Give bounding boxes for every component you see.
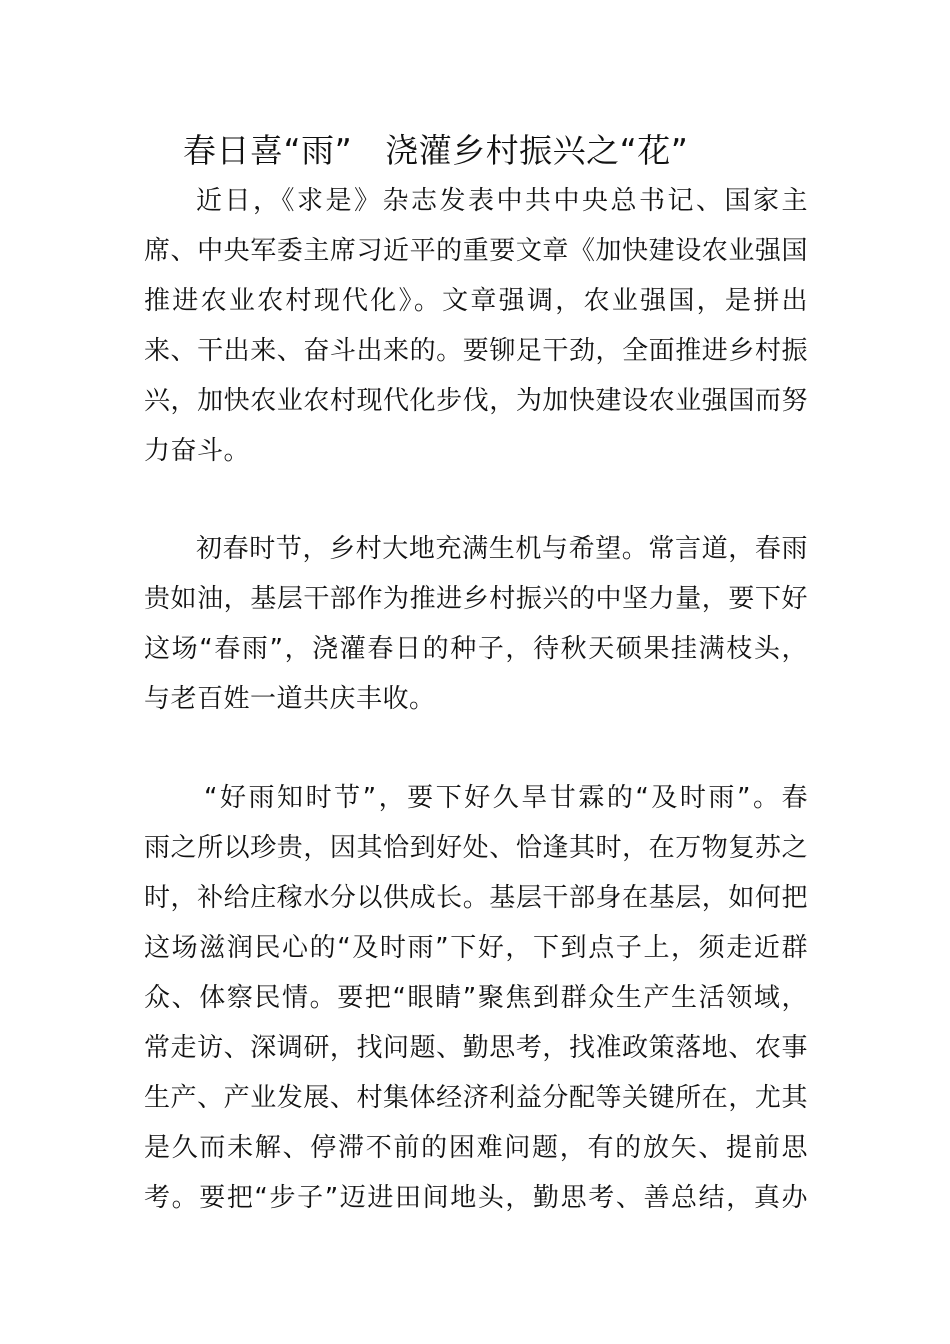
paragraph-3-line-7: 生产、产业发展、村集体经济利益分配等关键所在，尤其 (144, 1083, 808, 1113)
paragraph-2-line-2: 贵如油，基层干部作为推进乡村振兴的中坚力量，要下好 (144, 584, 808, 614)
paragraph-1-line-6: 力奋斗。 (144, 436, 251, 466)
paragraph-3-line-2: 雨之所以珍贵，因其恰到好处、恰逢其时，在万物复苏之 (144, 833, 808, 863)
paragraph-3-line-4: 这场滋润民心的“及时雨”下好，下到点子上，须走近群 (144, 933, 808, 963)
paragraph-3-line-3: 时，补给庄稼水分以供成长。基层干部身在基层，如何把 (144, 883, 808, 913)
paragraph-1-line-5: 兴，加快农业农村现代化步伐，为加快建设农业强国而努 (144, 386, 808, 416)
paragraph-2-line-4: 与老百姓一道共庆丰收。 (144, 684, 436, 714)
paragraph-3-line-9: 考。要把“步子”迈进田间地头，勤思考、善总结，真办 (144, 1183, 808, 1213)
paragraph-1-line-4: 来、干出来、奋斗出来的。要铆足干劲，全面推进乡村振 (144, 336, 808, 366)
paragraph-1-line-2: 席、中央军委主席习近平的重要文章《加快建设农业强国 (144, 236, 808, 266)
document-title: 春日喜“雨” 浇灌乡村振兴之“花” (183, 131, 689, 170)
paragraph-2-line-3: 这场“春雨”，浇灌春日的种子，待秋天硕果挂满枝头， (144, 634, 808, 664)
paragraph-3-line-5: 众、体察民情。要把“眼睛”聚焦到群众生产生活领域， (144, 983, 808, 1013)
paragraph-1-line-3: 推进农业农村现代化》。文章强调，农业强国，是拼出 (144, 286, 808, 316)
paragraph-1-line-1: 近日，《求是》杂志发表中共中央总书记、国家主 (196, 186, 808, 216)
paragraph-2-line-1: 初春时节，乡村大地充满生机与希望。常言道，春雨 (196, 534, 808, 564)
paragraph-3-line-1: “好雨知时节”，要下好久旱甘霖的“及时雨”。春 (204, 783, 808, 813)
paragraph-3-line-6: 常走访、深调研，找问题、勤思考，找准政策落地、农事 (144, 1033, 808, 1063)
paragraph-3-line-8: 是久而未解、停滞不前的困难问题，有的放矢、提前思 (144, 1133, 808, 1163)
